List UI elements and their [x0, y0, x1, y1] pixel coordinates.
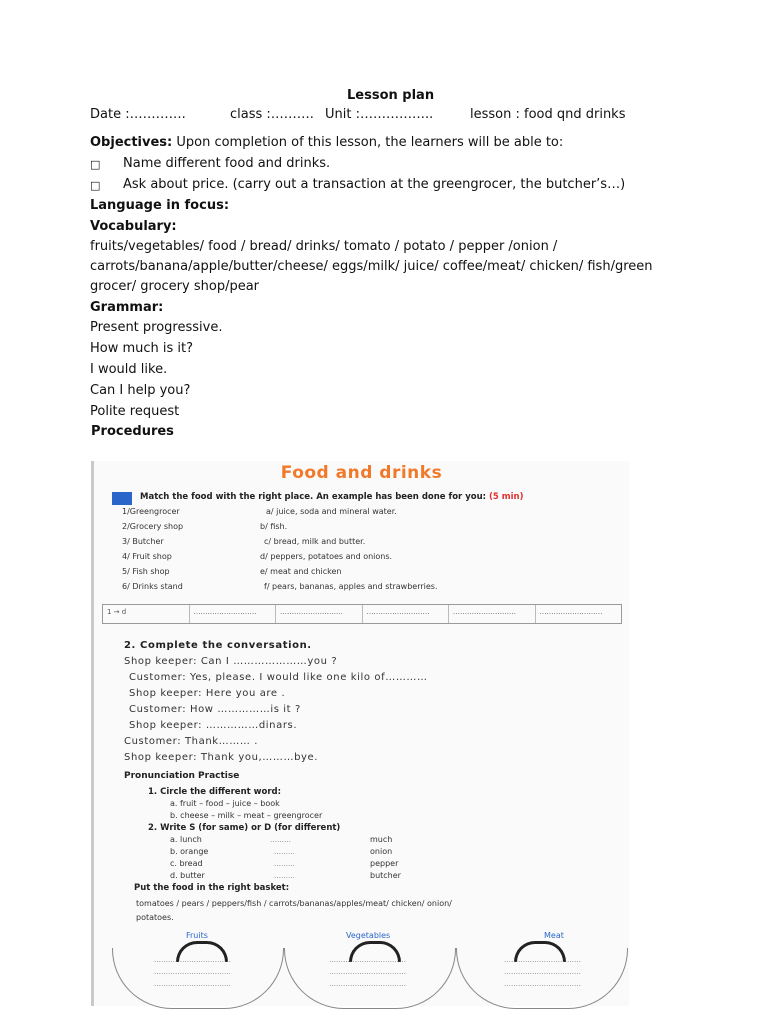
bullet-icon: □ — [90, 179, 101, 192]
answer-cell: ……………………… — [539, 608, 603, 616]
pair-right: onion — [370, 847, 393, 856]
basket-words: tomatoes / pears / peppers/fish / carrots/bananas/apples/meat/ chicken/ onion/ — [136, 899, 452, 908]
pronunciation-q1-a: a. fruit – food – juice – book — [170, 799, 280, 808]
objectives-label: Objectives: — [90, 135, 173, 150]
basket-dots: …………………………… — [154, 980, 231, 988]
pair-right: butcher — [370, 871, 401, 880]
basket-words: potatoes. — [136, 913, 174, 922]
pronunciation-title: Pronunciation Practise — [124, 771, 240, 781]
grammar-item: Polite request — [90, 404, 180, 419]
lesson-field: lesson : food qnd drinks — [470, 107, 626, 122]
exercise1-time: (5 min) — [489, 492, 524, 502]
vocabulary-heading: Vocabulary: — [90, 219, 177, 234]
grammar-item: Present progressive. — [90, 320, 223, 335]
basket-dots: …………………………… — [154, 956, 231, 964]
exercise-number-icon — [112, 492, 132, 505]
place-item: 1/Greengrocer — [122, 507, 180, 516]
worksheet-image — [91, 461, 629, 1006]
pair-left: c. bread — [170, 859, 203, 868]
basket-dots: …………………………… — [329, 968, 406, 976]
dialogue-line: Shop keeper: ……………dinars. — [129, 720, 298, 731]
dialogue-line: Shop keeper: Can I …………………you ? — [124, 656, 338, 667]
procedures-heading: Procedures — [91, 424, 174, 439]
place-item: 5/ Fish shop — [122, 567, 170, 576]
pair-right: pepper — [370, 859, 399, 868]
food-item: f/ pears, bananas, apples and strawberries. — [264, 582, 438, 591]
dialogue-line: Shop keeper: Here you are . — [129, 688, 286, 699]
pair-right: much — [370, 835, 393, 844]
worksheet-title: Food and drinks — [280, 463, 443, 483]
objectives-line — [90, 135, 563, 150]
basket-label-meat: Meat — [544, 931, 564, 940]
date-field: Date :…………. — [90, 107, 186, 122]
language-heading: Language in focus: — [90, 198, 230, 213]
basket-dots: …………………………… — [154, 968, 231, 976]
basket-label-fruits: Fruits — [186, 931, 208, 940]
pronunciation-q1: 1. Circle the different word: — [148, 787, 282, 797]
basket-dots: …………………………… — [329, 956, 406, 964]
basket-instruction: Put the food in the right basket: — [134, 883, 290, 893]
food-item: c/ bread, milk and butter. — [264, 537, 366, 546]
food-item: d/ peppers, potatoes and onions. — [260, 552, 393, 561]
dialogue-line: Customer: Thank……… . — [124, 736, 259, 747]
grammar-item: How much is it? — [90, 341, 194, 356]
place-item: 2/Grocery shop — [122, 522, 184, 531]
pair-left: a. lunch — [170, 835, 202, 844]
pair-dots: ……… — [274, 860, 295, 868]
grammar-heading: Grammar: — [90, 300, 164, 315]
answer-cell: ……………………… — [449, 605, 536, 623]
pronunciation-q2: 2. Write S (for same) or D (for different) — [148, 823, 341, 833]
exercise2-title: 2. Complete the conversation. — [124, 640, 312, 651]
basket-dots: …………………………… — [504, 980, 581, 988]
vocabulary-line: grocer/ grocery shop/pear — [90, 279, 260, 294]
unit-field: Unit :…………….. — [325, 107, 434, 122]
basket-dots: …………………………… — [504, 956, 581, 964]
grammar-item: I would like. — [90, 362, 168, 377]
answer-cell: ……………………… — [363, 605, 450, 623]
class-field: class :………. — [230, 107, 314, 122]
pair-left: b. orange — [170, 847, 209, 856]
place-item: 3/ Butcher — [122, 537, 164, 546]
dialogue-line: Shop keeper: Thank you,………bye. — [124, 752, 319, 763]
bullet-icon: □ — [90, 158, 101, 171]
pronunciation-q1-b: b. cheese – milk – meat – greengrocer — [170, 811, 323, 820]
basket-dots: …………………………… — [504, 968, 581, 976]
answer-cell: ……………………… — [190, 605, 277, 623]
food-item: b/ fish. — [260, 522, 288, 531]
vocabulary-line: fruits/vegetables/ food / bread/ drinks/ tomato / potato / pepper /onion / — [90, 239, 558, 254]
grammar-item: Can I help you? — [90, 383, 191, 398]
pair-dots: ……… — [270, 836, 291, 844]
exercise1-instruction: Match the food with the right place. An example has been done for you: (5 min) — [140, 492, 524, 502]
vocabulary-line: carrots/banana/apple/butter/cheese/ eggs/milk/ juice/ coffee/meat/ chicken/ fish/green — [90, 259, 653, 274]
pair-dots: ……… — [274, 848, 295, 856]
basket-dots: …………………………… — [329, 980, 406, 988]
place-item: 4/ Fruit shop — [122, 552, 172, 561]
pair-left: d. butter — [170, 871, 205, 880]
page-title: Lesson plan — [347, 88, 435, 103]
answer-cell: ……………………… — [276, 605, 363, 623]
answer-table — [102, 604, 622, 624]
dialogue-line: Customer: Yes, please. I would like one kilo of………… — [129, 672, 428, 683]
objectives-text: Upon completion of this lesson, the learners will be able to: — [172, 135, 564, 150]
food-item: e/ meat and chicken — [260, 567, 342, 576]
answer-cell: 1 → d — [103, 605, 190, 623]
objective-item: Ask about price. (carry out a transaction at the greengrocer, the butcher’s…) — [123, 177, 626, 192]
basket-label-vegetables: Vegetables — [346, 931, 391, 940]
food-item: a/ juice, soda and mineral water. — [266, 507, 397, 516]
pair-dots: ……… — [274, 872, 295, 880]
place-item: 6/ Drinks stand — [122, 582, 183, 591]
dialogue-line: Customer: How ……………is it ? — [129, 704, 301, 715]
objective-item: Name different food and drinks. — [123, 156, 331, 171]
